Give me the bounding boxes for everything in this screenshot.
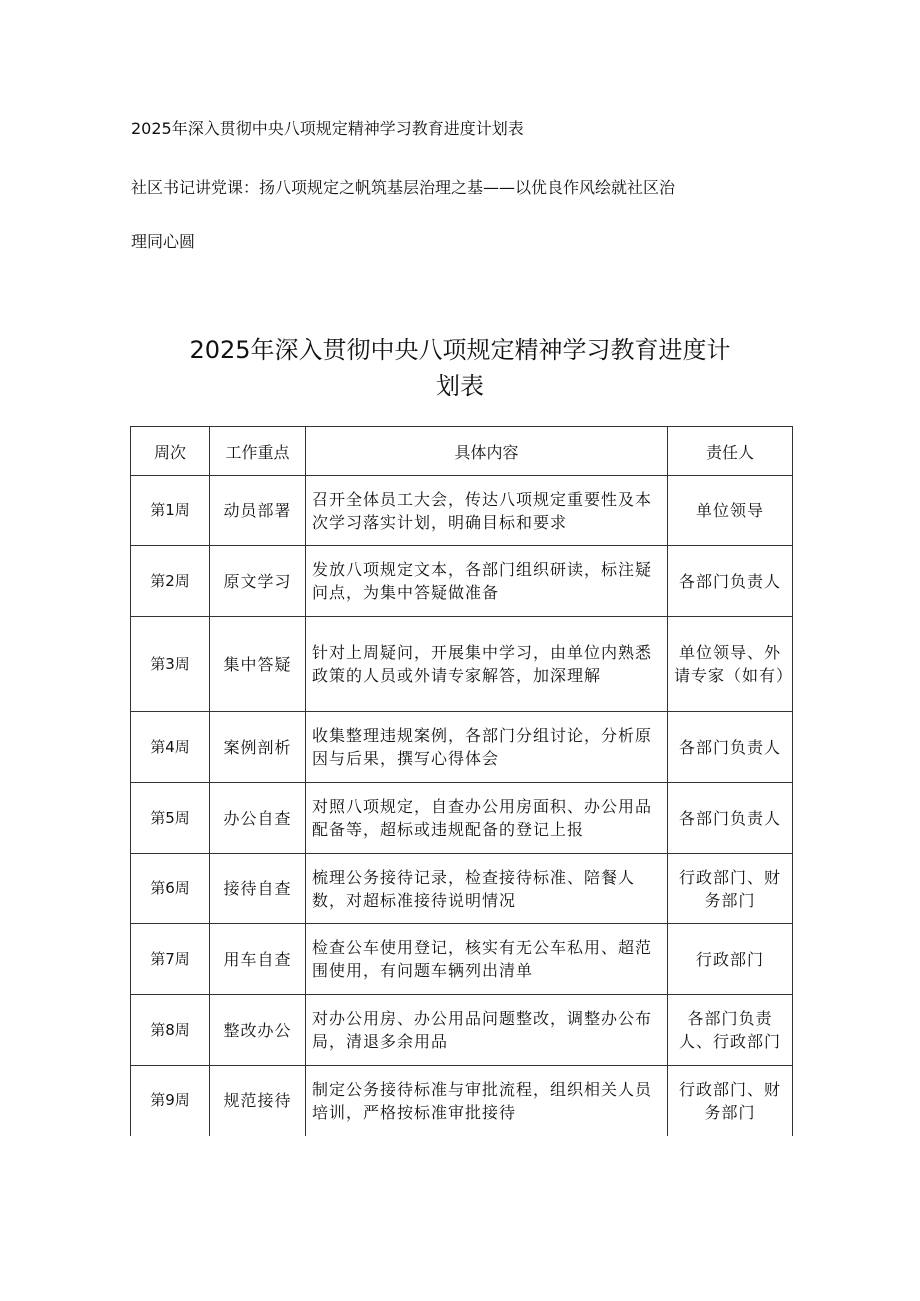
- cell-content: 对照八项规定，自查办公用房面积、办公用品配备等，超标或违规配备的登记上报: [306, 783, 668, 854]
- cell-owner: 行政部门、财务部门: [668, 1066, 793, 1136]
- cell-content: 召开全体员工大会，传达八项规定重要性及本次学习落实计划，明确目标和要求: [306, 476, 668, 546]
- table-row: [131, 546, 793, 617]
- cell-owner: 单位领导: [668, 476, 793, 546]
- cell-week: 第9周: [131, 1066, 210, 1136]
- table-row: [131, 476, 793, 546]
- table-header-row: [131, 427, 793, 476]
- cell-focus: 接待自查: [210, 854, 306, 924]
- cell-focus: 动员部署: [210, 476, 306, 546]
- header-line-3: 理同心圆: [131, 232, 196, 251]
- header-focus: 工作重点: [210, 427, 306, 476]
- cell-week: 第7周: [131, 924, 210, 995]
- cell-owner: 各部门负责人: [668, 783, 793, 854]
- document-title-line-1: 2025年深入贯彻中央八项规定精神学习教育进度计: [189, 336, 731, 364]
- table-row: [131, 712, 793, 783]
- header-owner: 责任人: [668, 427, 793, 476]
- table-row: [131, 924, 793, 995]
- cell-focus: 集中答疑: [210, 617, 306, 712]
- cell-focus: 整改办公: [210, 995, 306, 1066]
- cell-owner: 行政部门、财务部门: [668, 854, 793, 924]
- table-row: [131, 1066, 793, 1136]
- schedule-table: [130, 426, 793, 1136]
- table-row: [131, 783, 793, 854]
- cell-content: 检查公车使用登记，核实有无公车私用、超范围使用，有问题车辆列出清单: [306, 924, 668, 995]
- cell-focus: 办公自查: [210, 783, 306, 854]
- cell-content: 梳理公务接待记录，检查接待标准、陪餐人数，对超标准接待说明情况: [306, 854, 668, 924]
- cell-week: 第3周: [131, 617, 210, 712]
- cell-content: 收集整理违规案例，各部门分组讨论，分析原因与后果，撰写心得体会: [306, 712, 668, 783]
- cell-week: 第1周: [131, 476, 210, 546]
- table-row: [131, 995, 793, 1066]
- header-week: 周次: [131, 427, 210, 476]
- cell-week: 第4周: [131, 712, 210, 783]
- table-row: [131, 854, 793, 924]
- cell-week: 第2周: [131, 546, 210, 617]
- header-line-2: 社区书记讲党课：扬八项规定之帆筑基层治理之基——以优良作风绘就社区治: [131, 178, 676, 197]
- cell-owner: 各部门负责人: [668, 712, 793, 783]
- cell-owner: 各部门负责人: [668, 546, 793, 617]
- cell-content: 制定公务接待标准与审批流程，组织相关人员培训，严格按标准审批接待: [306, 1066, 668, 1136]
- cell-content: 针对上周疑问，开展集中学习，由单位内熟悉政策的人员或外请专家解答，加深理解: [306, 617, 668, 712]
- cell-week: 第5周: [131, 783, 210, 854]
- cell-focus: 案例剖析: [210, 712, 306, 783]
- header-content: 具体内容: [306, 427, 668, 476]
- cell-focus: 用车自查: [210, 924, 306, 995]
- cell-focus: 原文学习: [210, 546, 306, 617]
- cell-focus: 规范接待: [210, 1066, 306, 1136]
- document-title: [150, 332, 770, 404]
- header-line-1: 2025年深入贯彻中央八项规定精神学习教育进度计划表: [131, 119, 524, 138]
- cell-content: 对办公用房、办公用品问题整改，调整办公布局，清退多余用品: [306, 995, 668, 1066]
- cell-week: 第8周: [131, 995, 210, 1066]
- cell-week: 第6周: [131, 854, 210, 924]
- document-title-line-2: 划表: [436, 372, 484, 400]
- cell-owner: 单位领导、外请专家（如有）: [668, 617, 793, 712]
- cell-owner: 行政部门: [668, 924, 793, 995]
- cell-content: 发放八项规定文本，各部门组织研读，标注疑问点，为集中答疑做准备: [306, 546, 668, 617]
- cell-owner: 各部门负责人、行政部门: [668, 995, 793, 1066]
- table-row: [131, 617, 793, 712]
